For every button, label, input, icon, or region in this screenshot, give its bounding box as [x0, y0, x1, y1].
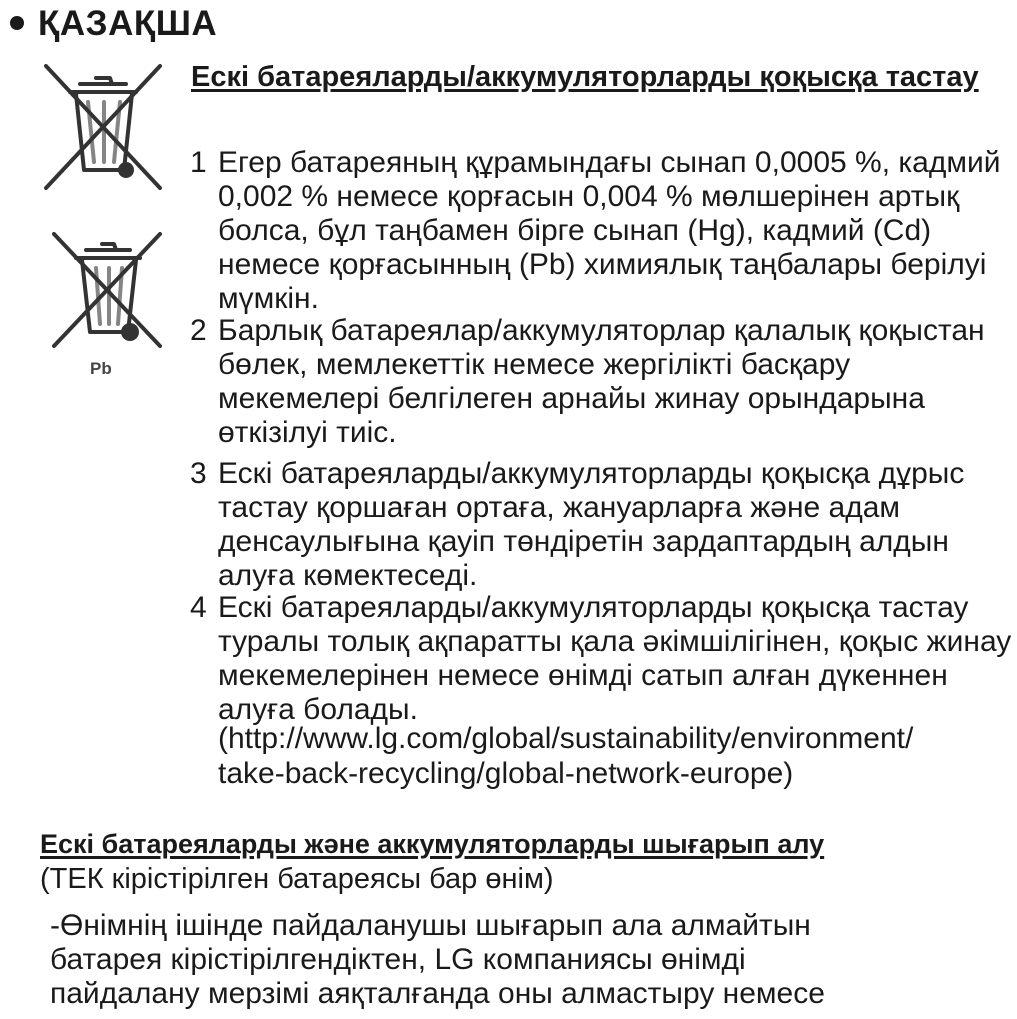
- list-item-number: 2: [190, 314, 207, 347]
- list-item-text: Ескі батареяларды/аккумуляторларды қоқысқа дұрыс тастау қоршаған ортаға, жануарларға және адам денсаулығына қауіп төндіретін зардаптардың алдын алуға көмектеседі.: [218, 457, 965, 592]
- crossed-out-wheelie-bin-icon: [40, 62, 166, 192]
- list-item-number: 4: [190, 591, 207, 624]
- list-item: [190, 146, 1012, 316]
- section2-body-line: батарея кірістірілгендіктен, LG компаниясы өнімді: [50, 943, 746, 976]
- list-item-number: 3: [190, 457, 207, 490]
- list-item: [190, 457, 1012, 593]
- section2-body-line: пайдалану мерзімі аяқталғанда оны алмастыру немесе: [50, 977, 825, 1010]
- list-item-text: Ескі батареяларды/аккумуляторларды қоқысқа тастау туралы толық ақпаратты қала әкімшілігінен, қоқыс жинау мекемелерінен немесе өнімді сатып алған дүкеннен алуға болады.: [218, 591, 1012, 726]
- list-item-text: Барлық батареялар/аккумуляторлар қалалық қоқыстан бөлек, мемлекеттік немесе жергілікті басқару мекемелері белгілеген арнайы жинау орындарына өткізілуі тиіс.: [218, 314, 985, 449]
- section2-body-line: -Өнімнің ішінде пайдаланушы шығарып ала алмайтын: [50, 909, 811, 942]
- list-item-number: 1: [190, 146, 207, 179]
- language-heading-text: ҚАЗАҚША: [38, 4, 218, 43]
- section2-title: Ескі батареяларды және аккумуляторларды шығарып алу: [40, 829, 825, 859]
- list-item: [190, 314, 1012, 450]
- recycling-url-line-2: take-back-recycling/global-network-europe): [218, 757, 794, 790]
- recycling-url-line-1: (http://www.lg.com/global/sustainability/environment/: [218, 722, 914, 755]
- bullet-icon: [10, 16, 24, 30]
- section2-subtitle: (ТЕК кірістірілген батареясы бар өнім): [40, 863, 554, 895]
- list-item-text: Егер батареяның құрамындағы сынап 0,0005 %, кадмий 0,002 % немесе қорғасын 0,004 % мөлшерінен артық болса, бұл таңбамен бірге сынап (Hg), кадмий (Cd) немесе қорғасынның (Pb) химиялық таңбалары берілуі мүмкін.: [218, 146, 1001, 315]
- pb-label: Pb: [90, 359, 112, 378]
- language-heading: [10, 4, 217, 44]
- crossed-out-wheelie-bin-pb-icon: [52, 232, 164, 382]
- section2-body: [50, 909, 950, 1011]
- list-item: [190, 591, 1012, 727]
- section1-title: Ескі батареяларды/аккумуляторларды қоқысқа тастау: [191, 61, 979, 93]
